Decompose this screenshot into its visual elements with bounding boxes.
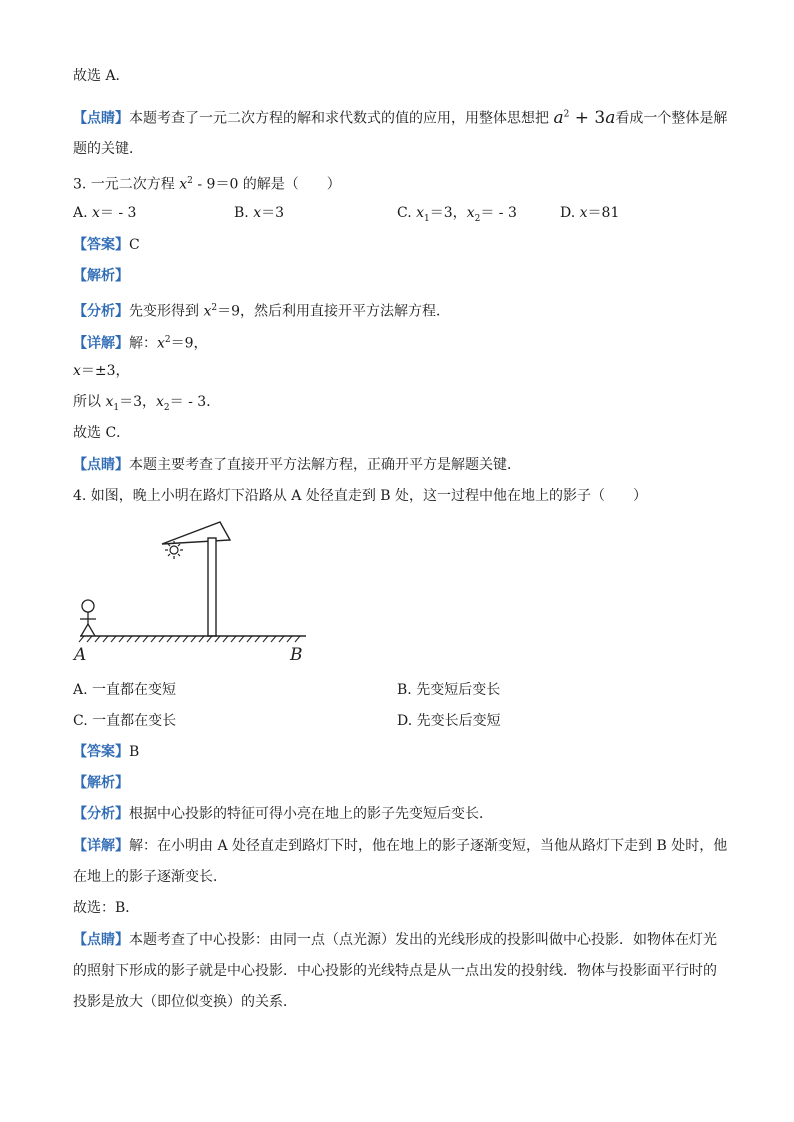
q3-option-a: A. x＝ - 3 xyxy=(73,205,137,221)
remark-text: 本题考查了一元二次方程的解和求代数式的值的应用，用整体思想把 xyxy=(129,110,549,127)
q3-fenxi: 【分析】先变形得到 $x^2=9$，然后利用直接开平方法解方程． xyxy=(73,303,450,320)
q3-detail: 【详解】解：$x^2=9$， xyxy=(73,335,208,352)
lamp-post xyxy=(208,538,216,636)
q3-remark: 【点睛】本题主要考查了直接开平方法解方程，正确开平方是解题关键． xyxy=(73,457,521,473)
label-b: B xyxy=(290,645,303,665)
remark-math: $a^2 + 3a$ xyxy=(553,107,616,128)
q4-remark-line3: 投影是放大（即位似变换）的关系． xyxy=(73,994,297,1010)
q3-conclusion: 故选 C． xyxy=(73,425,131,441)
q3-stem: 3. 一元二次方程 $x^2 - 9=0$ 的解是（ ） xyxy=(73,176,341,193)
prev-remark-line2: 题的关键． xyxy=(73,141,143,157)
q4-option-b: B. 先变短后变长 xyxy=(397,682,501,698)
q4-option-c: C. 一直都在变长 xyxy=(73,713,177,729)
q3-step2: x＝±3， xyxy=(73,363,130,379)
prev-conclusion: 故选 A． xyxy=(73,68,130,84)
q4-remark: 【点睛】本题考查了中心投影：由同一点（点光源）发出的光线形成的投影叫做中心投影．如物体在灯光 xyxy=(73,932,717,948)
q3-option-b: B. x＝3 xyxy=(234,205,285,221)
q4-stem: 4. 如图，晚上小明在路灯下沿路从 A 处径直走到 B 处，这一过程中他在地上的影子（ ） xyxy=(73,488,648,504)
label-a: A xyxy=(74,645,87,665)
q4-remark-line2: 的照射下形成的影子就是中心投影．中心投影的光线特点是从一点出发的投射线．物体与投影面平行时的 xyxy=(73,963,717,979)
q4-detail-line2: 在地上的影子逐渐变长． xyxy=(73,869,227,885)
q4-conclusion: 故选：B． xyxy=(73,900,140,916)
ground-hatching xyxy=(79,636,300,642)
remark-tag: 【点睛】 xyxy=(73,110,129,127)
q4-analysis-tag: 【解析】 xyxy=(73,775,129,791)
prev-remark xyxy=(73,104,727,129)
q4-detail: 【详解】解：在小明由 A 处径直走到路灯下时，他在地上的影子逐渐变短，当他从路灯下走到 B 处时，他 xyxy=(73,838,728,854)
q4-figure xyxy=(70,512,320,667)
q3-step3: 所以 $x_1=3$，$x_2= - 3$． xyxy=(73,394,221,413)
q3-option-d: D. x＝81 xyxy=(560,205,620,221)
q4-answer: 【答案】B xyxy=(73,744,140,760)
q4-fenxi: 【分析】根据中心投影的特征可得小亮在地上的影子先变短后变长． xyxy=(73,806,493,822)
q3-analysis-tag: 【解析】 xyxy=(73,268,129,284)
q4-option-a: A. 一直都在变短 xyxy=(73,682,177,698)
lamp-head xyxy=(162,522,230,544)
person-figure xyxy=(80,600,96,636)
q4-option-d: D. 先变长后变短 xyxy=(397,713,501,729)
remark-text-2: 看成一个整体是解 xyxy=(615,110,728,127)
q3-option-c: C. $x_1=3$，$x_2= - 3$ xyxy=(397,205,517,224)
q3-answer: 【答案】C xyxy=(73,237,140,253)
